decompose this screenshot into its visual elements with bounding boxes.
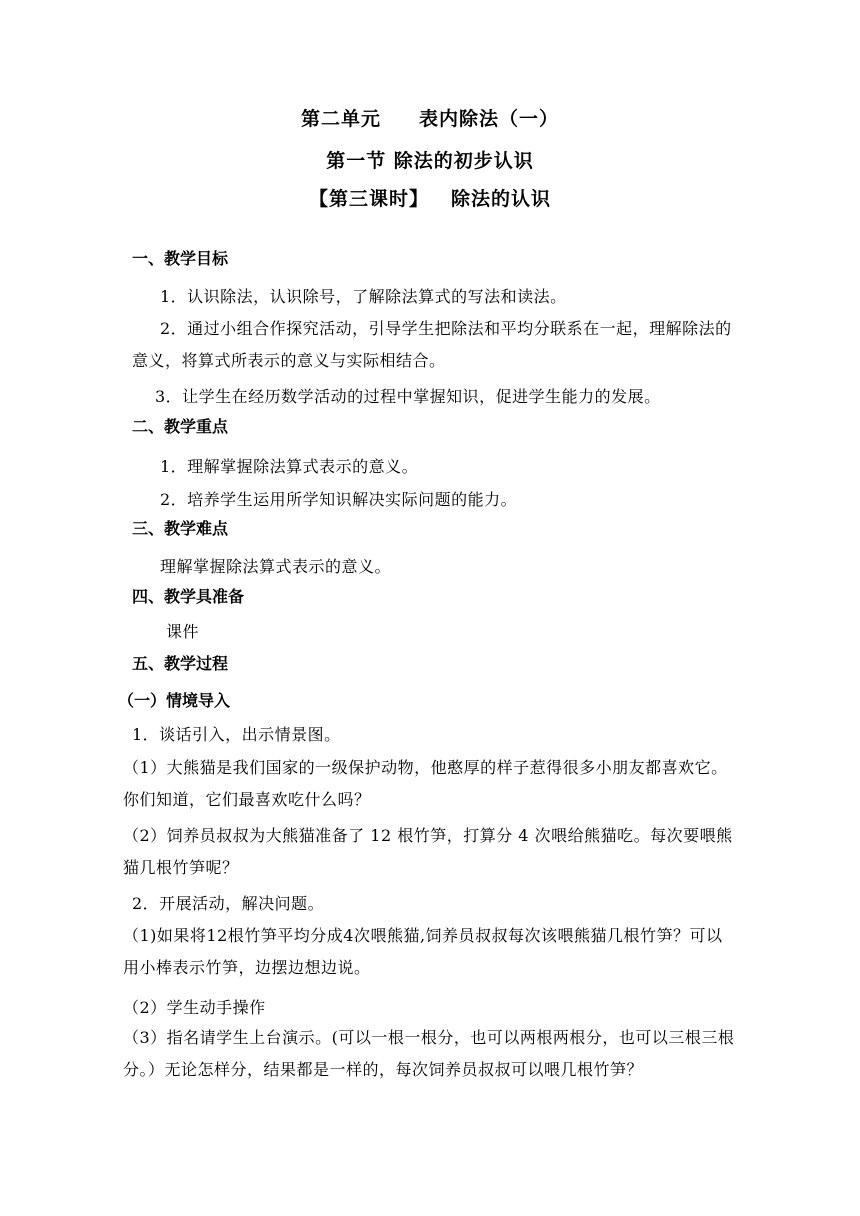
objective-3: 3．让学生在经历数学活动的过程中掌握知识，促进学生能力的发展。 xyxy=(155,387,661,406)
key-point-1: 1．理解掌握除法算式表示的意义。 xyxy=(160,457,419,476)
lesson-topic: 除法的认识 xyxy=(451,188,552,210)
heading-materials: 四、教学具准备 xyxy=(132,587,245,606)
step-1-a: （1）大熊猫是我们国家的一级保护动物，他憨厚的样子惹得很多小朋友都喜欢它。你们知道，它们最喜欢吃什么吗？ xyxy=(123,758,728,809)
lesson-tag: 【第三课时】 xyxy=(308,188,429,210)
objective-1: 1．认识除法，认识除号，了解除法算式的写法和读法。 xyxy=(160,287,567,306)
step-2-a: （1)如果将12根竹笋平均分成4次喂熊猫,饲养员叔叔每次该喂熊猫几根竹笋？可以用小棒表示竹笋，边摆边想边说。 xyxy=(123,926,723,977)
material-1: 课件 xyxy=(166,622,200,641)
unit-label: 第二单元 xyxy=(300,108,381,130)
step-1: 1．谈话引入，出示情景图。 xyxy=(132,725,341,744)
difficulty-1: 理解掌握除法算式表示的意义。 xyxy=(160,557,392,576)
key-point-2: 2．培养学生运用所学知识解决实际问题的能力。 xyxy=(160,490,518,509)
unit-topic: 表内除法（一） xyxy=(419,108,560,130)
subheading-intro: （一）情境导入 xyxy=(118,691,231,710)
unit-title xyxy=(0,104,860,131)
step-2-c: （3）指名请学生上台演示。(可以一根一根分，也可以两根两根分，也可以三根三根分。）无论怎样分，结果都是一样的，每次饲养员叔叔可以喂几根竹笋？ xyxy=(123,1028,735,1079)
section-title: 第一节 除法的初步认识 xyxy=(326,150,534,172)
step-2: 2．开展活动，解决问题。 xyxy=(132,894,325,913)
lesson-title xyxy=(0,184,860,211)
heading-process: 五、教学过程 xyxy=(132,654,229,673)
heading-key-points: 二、教学重点 xyxy=(132,417,229,436)
heading-difficulties: 三、教学难点 xyxy=(132,519,229,538)
step-2-b: （2）学生动手操作 xyxy=(123,998,266,1017)
objective-2: 2．通过小组合作探究活动，引导学生把除法和平均分联系在一起，理解除法的意义，将算式所表示的意义与实际相结合。 xyxy=(132,319,732,370)
heading-objectives: 一、教学目标 xyxy=(132,249,229,268)
step-1-b: （2）饲养员叔叔为大熊猫准备了 12 根竹笋，打算分 4 次喂给熊猫吃。每次要喂熊猫几根竹笋呢？ xyxy=(123,826,733,877)
